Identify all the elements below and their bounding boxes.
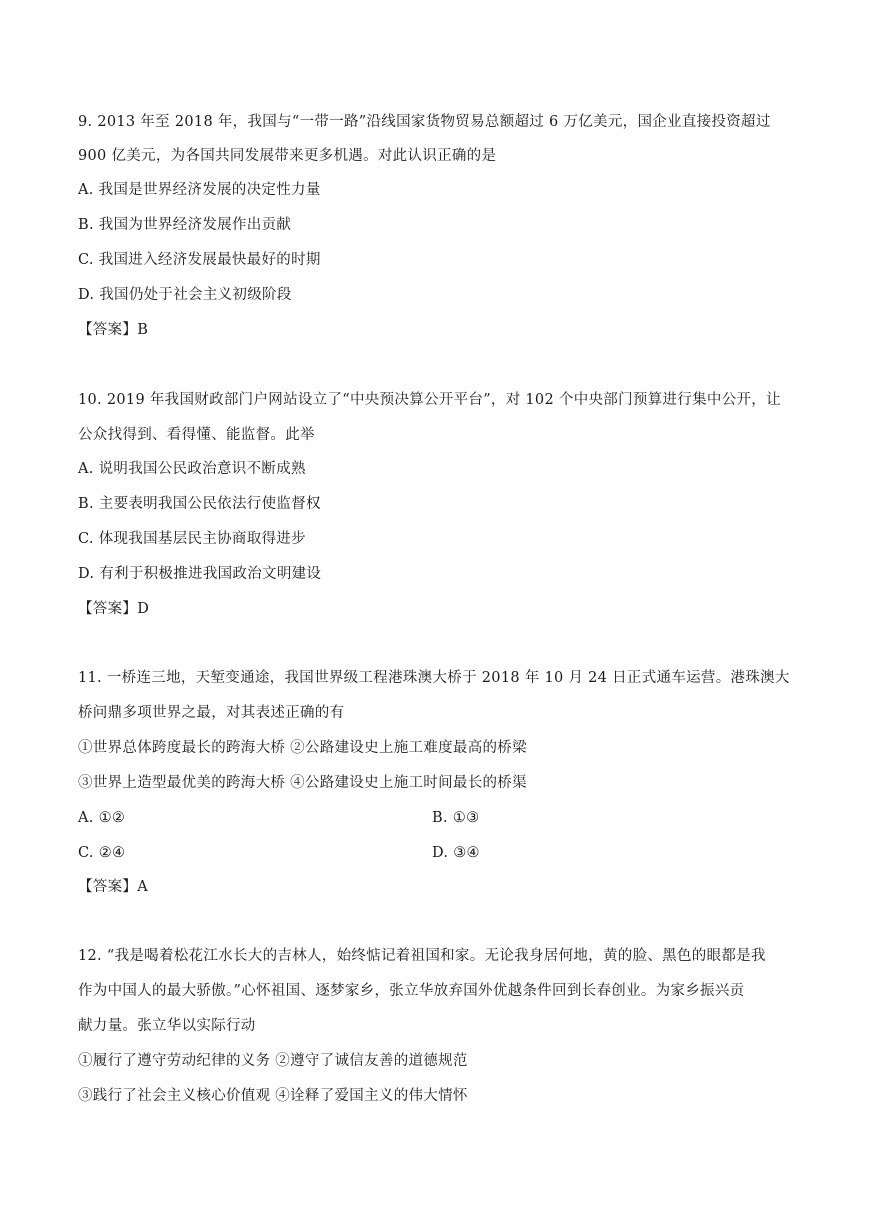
q11-statement-line-2: ③世界上造型最优美的跨海大桥 ④公路建设史上施工时间最长的桥渠 bbox=[78, 775, 527, 791]
q9-option-a: A. 我国是世界经济发展的决定性力量 bbox=[78, 182, 321, 198]
q12-stem-line-3: 献力量。张立华以实际行动 bbox=[78, 1018, 256, 1034]
q12-statement-line-2: ③践行了社会主义核心价值观 ④诠释了爱国主义的伟大情怀 bbox=[78, 1088, 468, 1104]
q11-stem-line-1: 11. 一桥连三地，天堑变通途，我国世界级工程港珠澳大桥于 2018 年 10 月 24 日正式通车运营。港珠澳大 bbox=[78, 670, 790, 686]
q10-option-d: D. 有利于积极推进我国政治文明建设 bbox=[78, 566, 322, 582]
q10-stem-line-1: 10. 2019 年我国财政部门户网站设立了“中央预决算公开平台”，对 102 个中央部门预算进行集中公开，让 bbox=[78, 392, 781, 408]
q11-stem-line-2: 桥问鼎多项世界之最，对其表述正确的有 bbox=[78, 705, 345, 721]
q10-stem-line-2: 公众找得到、看得懂、能监督。此举 bbox=[78, 427, 315, 443]
q12-stem-line-2: 作为中国人的最大骄傲。”心怀祖国、逐梦家乡，张立华放弃国外优越条件回到长春创业。为家乡振兴贡 bbox=[78, 983, 745, 999]
q12-statement-line-1: ①履行了遵守劳动纪律的义务 ②遵守了诚信友善的道德规范 bbox=[78, 1053, 468, 1069]
q11-option-a: A. ①② bbox=[78, 810, 126, 826]
q10-option-a: A. 说明我国公民政治意识不断成熟 bbox=[78, 461, 306, 477]
q9-option-b: B. 我国为世界经济发展作出贡献 bbox=[78, 217, 292, 233]
q11-answer: 【答案】A bbox=[78, 879, 148, 895]
q11-option-c: C. ②④ bbox=[78, 845, 126, 861]
q10-answer: 【答案】D bbox=[78, 601, 150, 617]
q11-statement-line-1: ①世界总体跨度最长的跨海大桥 ②公路建设史上施工难度最高的桥梁 bbox=[78, 740, 527, 756]
q11-option-d: D. ③④ bbox=[432, 845, 480, 861]
q9-stem-line-2: 900 亿美元，为各国共同发展带来更多机遇。对此认识正确的是 bbox=[78, 148, 497, 164]
q10-option-c: C. 体现我国基层民主协商取得进步 bbox=[78, 531, 306, 547]
q9-option-c: C. 我国进入经济发展最快最好的时期 bbox=[78, 252, 321, 268]
q11-option-b: B. ①③ bbox=[432, 810, 480, 826]
q9-option-d: D. 我国仍处于社会主义初级阶段 bbox=[78, 287, 292, 303]
q12-stem-line-1: 12. “我是喝着松花江水长大的吉林人，始终惦记着祖国和家。无论我身居何地，黄的脸、黑色的眼都是我 bbox=[78, 948, 766, 964]
q9-stem-line-1: 9. 2013 年至 2018 年，我国与“一带一路”沿线国家货物贸易总额超过 6 万亿美元，国企业直接投资超过 bbox=[78, 114, 771, 130]
q9-answer: 【答案】B bbox=[78, 322, 149, 338]
q10-option-b: B. 主要表明我国公民依法行使监督权 bbox=[78, 496, 321, 512]
